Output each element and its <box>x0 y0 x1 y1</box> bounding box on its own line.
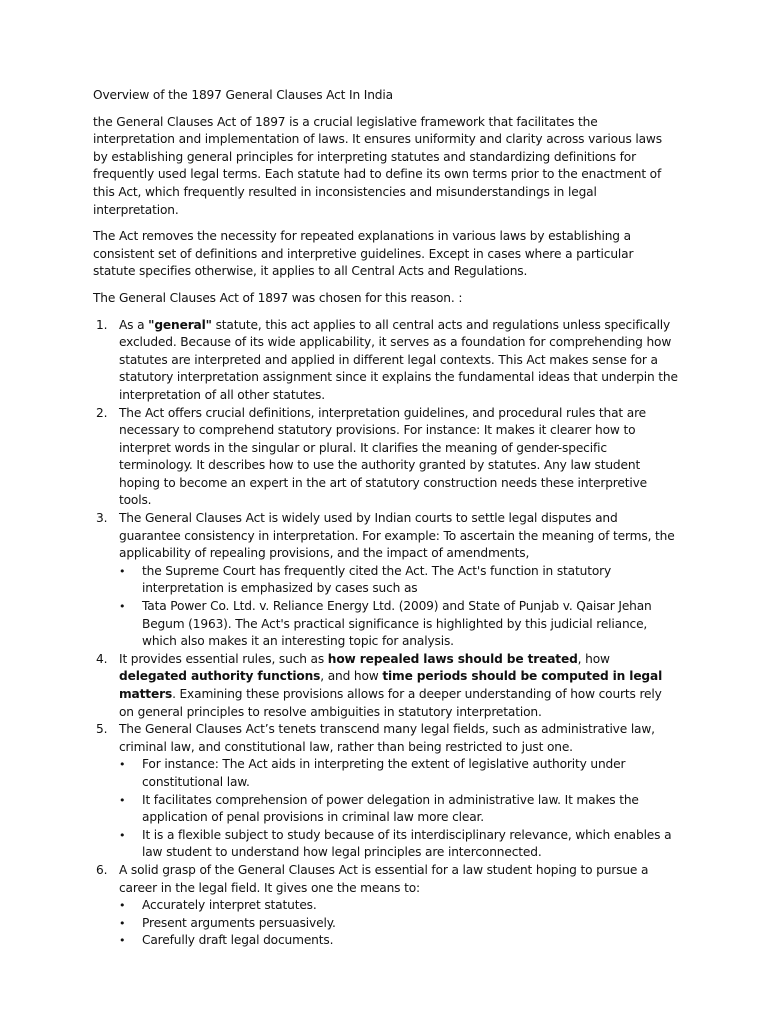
bullet-icon: • <box>119 564 126 578</box>
list-text: statute, this act applies to all central acts and regulations unless specifically excluded. Because of its wide applicability, it serves as a foundation for comprehending how statutes are interpreted and applied in different legal contexts. This Act makes sense for a statutory interpretation assignment since it explains the fundamental ideas that underpin the interpretation of all other statutes. <box>119 317 678 402</box>
sub-list-item <box>119 598 678 651</box>
list-number: 6. <box>96 862 108 877</box>
bold-text: how repealed laws should be treated <box>327 651 578 666</box>
sub-list-item <box>119 932 678 950</box>
list-item-5 <box>93 721 678 862</box>
sub-list-text: Accurately interpret statutes. <box>142 898 317 913</box>
sub-list-item <box>119 897 678 915</box>
list-text: , how <box>577 651 610 666</box>
bullet-icon: • <box>119 758 126 772</box>
list-text: The General Clauses Act’s tenets transcend many legal fields, such as administrative law, criminal law, and constitutional law, rather than being restricted to just one. <box>119 722 655 754</box>
sub-list <box>119 563 678 651</box>
list-number: 1. <box>96 317 108 332</box>
bold-text: delegated authority functions <box>119 669 321 684</box>
sub-list-item <box>119 792 678 827</box>
intro-paragraph: the General Clauses Act of 1897 is a crucial legislative framework that facilitates the interpretation and implementation of laws. It ensures uniformity and clarity across various laws by establishing general principles for interpreting statutes and standardizing definitions for frequently used legal terms. Each statute had to define its own terms prior to the enactment of this Act, which frequently resulted in inconsistencies and misunderstandings in legal interpretation. <box>93 114 662 217</box>
list-text: . Examining these provisions allows for a deeper understanding of how courts rely on general principles to resolve ambiguities in statutory interpretation. <box>119 687 662 719</box>
list-text: A solid grasp of the General Clauses Act is essential for a law student hoping to pursue a career in the legal field. It gives one the means to: <box>119 862 649 895</box>
sub-list-text: It facilitates comprehension of power delegation in administrative law. It makes the application of penal provisions in criminal law more clear. <box>142 792 639 825</box>
list-text: As a <box>119 317 149 332</box>
list-item-1 <box>93 317 678 405</box>
bullet-icon: • <box>119 934 126 948</box>
sub-list-item <box>119 915 678 933</box>
reasons-list <box>93 317 678 950</box>
sub-list-text: It is a flexible subject to study because of its interdisciplinary relevance, which enables a law student to understand how legal principles are interconnected. <box>142 827 672 860</box>
list-text: The General Clauses Act is widely used by Indian courts to settle legal disputes and guarantee consistency in interpretation. For example: To ascertain the meaning of terms, the applicability of repealing provisions, and the impact of amendments, <box>119 511 675 561</box>
bullet-icon: • <box>119 899 126 913</box>
list-item-3 <box>93 510 678 651</box>
bold-text: "general" <box>148 317 212 332</box>
list-item-6 <box>93 862 678 950</box>
bold-text: time periods should be computed in legal matters <box>119 669 663 701</box>
list-text: The Act offers crucial definitions, interpretation guidelines, and procedural rules that are necessary to comprehend statutory provisions. For instance: It makes it clearer how to interpret words in the singular or plural. It clarifies the meaning of gender-specific terminology. It describes how to use the authority granted by statutes. Any law student hoping to become an expert in the art of statutory construction needs these interpretive tools. <box>119 405 648 508</box>
list-text: , and how <box>320 669 383 684</box>
document-page <box>93 87 678 950</box>
sub-list-text: For instance: The Act aids in interpreting the extent of legislative authority under constitutional law. <box>142 757 626 789</box>
list-number: 5. <box>96 722 108 737</box>
sub-list <box>119 756 678 862</box>
sub-list-text: Carefully draft legal documents. <box>142 933 334 948</box>
list-item-2 <box>93 405 678 511</box>
sub-list-item <box>119 563 678 598</box>
list-text: It provides essential rules, such as <box>119 651 328 666</box>
bullet-icon: • <box>119 916 126 930</box>
sub-list-item <box>119 827 678 862</box>
list-item-4 <box>93 651 678 721</box>
reason-paragraph: The General Clauses Act of 1897 was chosen for this reason. : <box>93 290 463 305</box>
bullet-icon: • <box>119 793 126 807</box>
sub-list <box>119 897 678 950</box>
sub-list-text: Tata Power Co. Ltd. v. Reliance Energy Ltd. (2009) and State of Punjab v. Qaisar Jehan Begum (1963). The Act's practical significance is highlighted by this judicial reliance, which also makes it an interesting topic for analysis. <box>142 599 652 649</box>
list-number: 3. <box>96 511 108 526</box>
list-number: 2. <box>96 405 108 420</box>
document-title: Overview of the 1897 General Clauses Act In India <box>93 88 393 102</box>
second-paragraph: The Act removes the necessity for repeated explanations in various laws by establishing a consistent set of definitions and interpretive guidelines. Except in cases where a particular statute specifies otherwise, it applies to all Central Acts and Regulations. <box>93 229 634 279</box>
sub-list-item <box>119 756 678 791</box>
sub-list-text: the Supreme Court has frequently cited the Act. The Act's function in statutory interpretation is emphasized by cases such as <box>142 563 612 596</box>
sub-list-text: Present arguments persuasively. <box>142 915 336 930</box>
bullet-icon: • <box>119 828 126 842</box>
list-number: 4. <box>96 651 108 666</box>
bullet-icon: • <box>119 600 126 614</box>
